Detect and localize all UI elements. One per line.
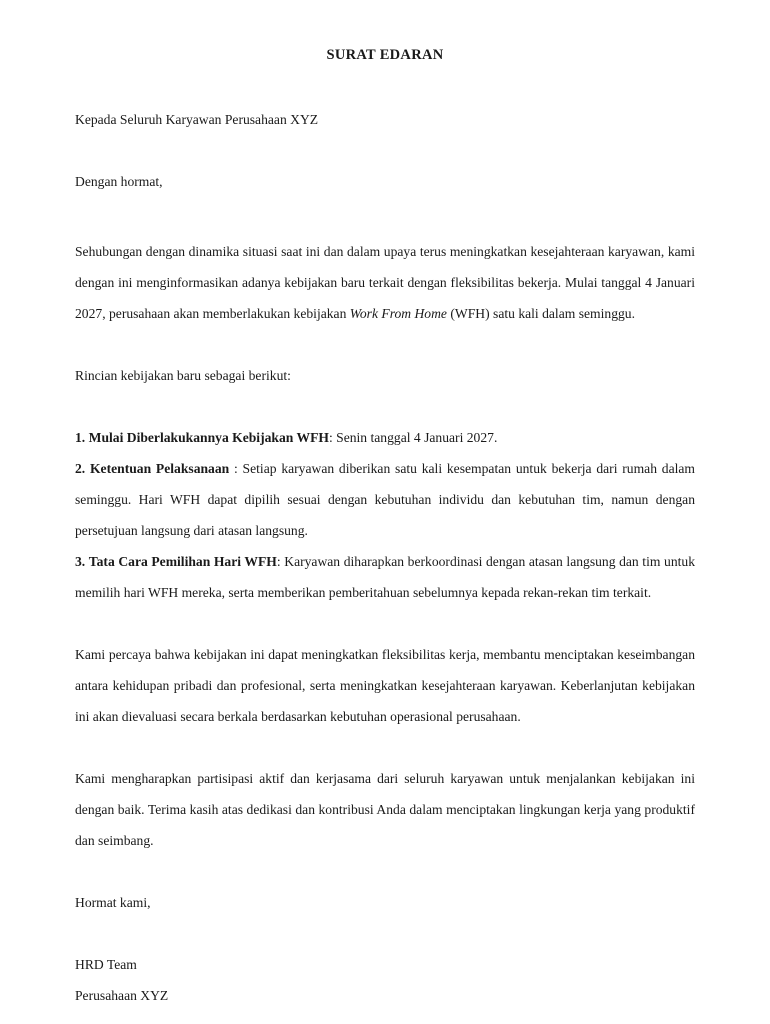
policy-item-number: 3. [75, 554, 86, 569]
policy-item-body: Karyawan diharapkan berkoordinasi dengan atasan langsung dan tim untuk memilih hari WFH mereka, serta memberikan pemberitahuan sebelumnya kepada rekan-rekan tim terkait. [75, 554, 695, 600]
salutation-line: Dengan hormat, [75, 174, 163, 189]
policy-list [75, 422, 695, 608]
policy-item-heading: Ketentuan Pelaksanaan [89, 461, 230, 476]
policy-item-heading: Mulai Diberlakukannya Kebijakan WFH [88, 430, 329, 445]
spacer [75, 65, 695, 104]
spacer [75, 918, 695, 949]
closing-paragraph-1: Kami percaya bahwa kebijakan ini dapat meningkatkan fleksibilitas kerja, membantu menciptakan keseimbangan antara kehidupan pribadi dan profesional, serta meningkatkan kesejahteraan karyawan. Keberlanjutan kebijakan ini akan dievaluasi secara berkala berdasarkan kebutuhan operasional perusahaan. [75, 647, 695, 724]
spacer [75, 391, 695, 422]
signature-name: HRD Team [75, 957, 137, 972]
policy-item-separator: : [328, 430, 333, 445]
signature-organization: Perusahaan XYZ [75, 988, 169, 1003]
policy-item-number: 1. [75, 430, 86, 445]
spacer [75, 135, 695, 166]
page-title: SURAT EDARAN [326, 47, 444, 63]
intro-paragraph [75, 236, 695, 329]
intro-text-part1: Sehubungan dengan dinamika situasi saat ini dan dalam upaya terus meningkatkan kesejahteraan karyawan, kami dengan ini menginformasikan adanya kebijakan baru terkait dengan fleksibilitas bekerja. Mulai tanggal 4 Januari 2027, perusahaan akan memberlakukan kebijakan [75, 244, 695, 321]
spacer [75, 732, 695, 763]
document-body [75, 0, 695, 1011]
policy-item [75, 546, 695, 608]
policy-item-separator: : [276, 554, 281, 569]
spacer [75, 856, 695, 887]
spacer [75, 197, 695, 236]
policy-item-body: Senin tanggal 4 Januari 2027. [332, 430, 498, 445]
policy-item-heading: Tata Cara Pemilihan Hari WFH [88, 554, 277, 569]
policy-item [75, 453, 695, 546]
policy-item-separator: : [229, 461, 238, 476]
intro-text-part2: (WFH) satu kali dalam seminggu. [446, 306, 635, 321]
spacer [75, 329, 695, 360]
spacer [75, 608, 695, 639]
addressee-line: Kepada Seluruh Karyawan Perusahaan XYZ [75, 112, 319, 127]
signoff-line: Hormat kami, [75, 895, 151, 910]
intro-emphasis-work-from-home: Work From Home [349, 306, 447, 321]
policy-item [75, 422, 695, 453]
policy-item-number: 2. [75, 461, 86, 476]
policy-list-lead: Rincian kebijakan baru sebagai berikut: [75, 368, 291, 383]
closing-paragraph-2: Kami mengharapkan partisipasi aktif dan kerjasama dari seluruh karyawan untuk menjalankan kebijakan ini dengan baik. Terima kasih atas dedikasi dan kontribusi Anda dalam menciptakan lingkungan kerja yang produktif dan seimbang. [75, 771, 695, 848]
policy-item-body: Setiap karyawan diberikan satu kali kesempatan untuk bekerja dari rumah dalam seminggu. Hari WFH dapat dipilih sesuai dengan kebutuhan individu dan kebutuhan tim, namun dengan persetujuan langsung dari atasan langsung. [75, 461, 695, 538]
